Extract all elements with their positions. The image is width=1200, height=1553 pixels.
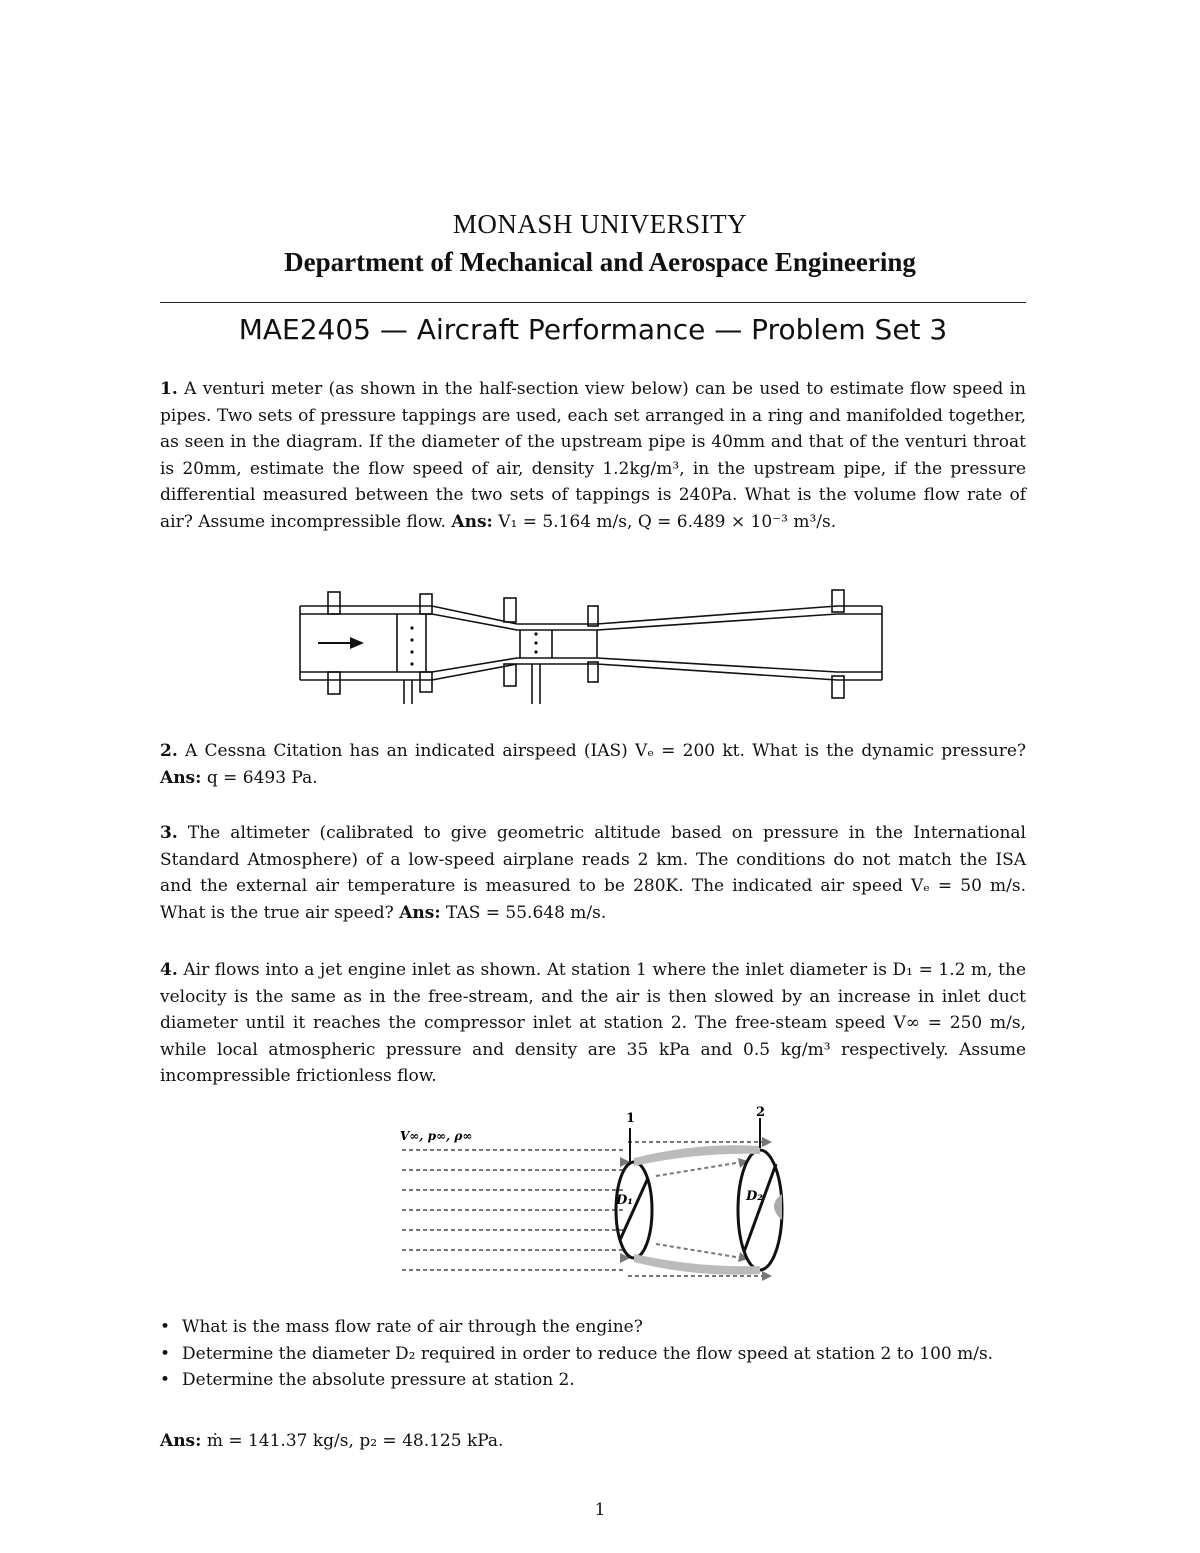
page-number: 1	[594, 1500, 606, 1520]
question-1	[160, 376, 1026, 535]
list-item	[160, 1367, 1026, 1394]
bullet-icon: •	[160, 1317, 171, 1337]
answer-label: Ans:	[399, 902, 441, 923]
jet-engine-inlet-diagram	[398, 1102, 790, 1288]
question-text: A Cessna Citation has an indicated airspeed (IAS) Vₑ = 200 kt. What is the dynamic pressure?	[185, 741, 1026, 761]
station-2-label: 2	[756, 1105, 766, 1120]
question-4	[160, 957, 1026, 1090]
question-4-bullets	[160, 1314, 1026, 1394]
freestream-label: V∞, p∞, ρ∞	[400, 1129, 473, 1143]
question-number: 2.	[160, 741, 178, 761]
answer-value: TAS = 55.648 m/s.	[446, 902, 607, 923]
question-number: 3.	[160, 823, 178, 843]
list-item	[160, 1314, 1026, 1341]
question-number: 4.	[160, 960, 178, 980]
answer-value: ṁ = 141.37 kg/s, p₂ = 48.125 kPa.	[206, 1431, 504, 1451]
answer-value: q = 6493 Pa.	[206, 767, 318, 788]
list-item	[160, 1341, 1026, 1368]
bullet-icon: •	[160, 1343, 171, 1364]
question-3	[160, 820, 1026, 926]
question-2	[160, 738, 1026, 791]
header-rule	[160, 302, 1026, 303]
document-header	[0, 206, 1200, 282]
question-text: Air flows into a jet engine inlet as shown. At station 1 where the inlet diameter is D₁ = 1.2 m, the velocity is the same as in the free-stream, and the air is then slowed by an increase in inlet duct diameter until it reaches the compressor inlet at station 2. The free-steam speed V∞ = 250 m/s, while local atmospheric pressure and density are 35 kPa and 0.5 kg/m³ respectively. Assume incompressible frictionless flow.	[160, 960, 1027, 1086]
d2-label: D₂	[746, 1189, 763, 1204]
bullet-icon: •	[160, 1370, 171, 1390]
question-text: A venturi meter (as shown in the half-section view below) can be used to estimate flow speed in pipes. Two sets of pressure tappings are used, each set arranged in a ring and manifolded together, as seen in the diagram. If the diameter of the upstream pipe is 40mm and that of the venturi throat is 20mm, estimate the flow speed of air, density 1.2kg/m³, in the upstream pipe, if the pressure differential measured between the two sets of tappings is 240Pa. What is the volume flow rate of air? Assume incompressible flow.	[160, 379, 1027, 532]
bullet-text: What is the mass flow rate of air through the engine?	[182, 1317, 643, 1337]
flow-arrow	[318, 637, 364, 649]
university-name: MONASH UNIVERSITY	[452, 209, 748, 239]
station-1-label: 1	[626, 1111, 636, 1126]
question-text: The altimeter (calibrated to give geometric altitude based on pressure in the International Standard Atmosphere) of a low-speed airplane reads 2 km. The conditions do not match the ISA and the external air temperature is measured to be 280K. The indicated air speed Vₑ = 50 m/s. What is the true air speed?	[160, 823, 1026, 923]
question-4-answer	[160, 1428, 503, 1455]
bullet-text: Determine the absolute pressure at station 2.	[182, 1370, 575, 1390]
venturi-meter-diagram	[292, 588, 890, 706]
answer-value: V₁ = 5.164 m/s, Q = 6.489 × 10⁻³ m³/s.	[498, 511, 837, 532]
answer-label: Ans:	[451, 511, 493, 532]
bullet-text: Determine the diameter D₂ required in order to reduce the flow speed at station 2 to 100 m/s.	[182, 1343, 994, 1364]
answer-label: Ans:	[160, 767, 202, 788]
course-title: MAE2405 — Aircraft Performance — Problem Set 3	[238, 313, 948, 346]
d1-label: D₁	[616, 1193, 633, 1208]
answer-label: Ans:	[160, 1431, 202, 1451]
department-name: Department of Mechanical and Aerospace Engineering	[284, 247, 916, 277]
question-number: 1.	[160, 379, 178, 399]
